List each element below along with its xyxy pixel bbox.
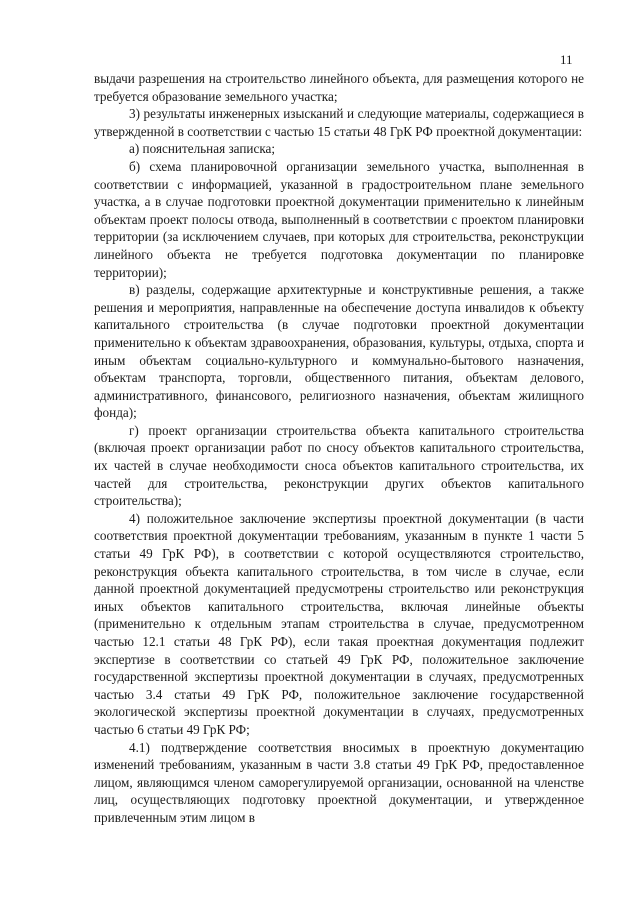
- paragraph-item-4-1: 4.1) подтверждение соответствия вносимых в проектную документацию изменений требованиям, указанным в части 3.8 статьи 49 ГрК РФ, предоставленное лицом, являющимся членом саморегулируемой организации, основанной на членстве лиц, осуществляющих подготовку проектной документации, и утвержденное привлеченным этим лицом в: [94, 739, 584, 825]
- paragraph-item-3b: б) схема планировочной организации земельного участка, выполненная в соответствии с информацией, указанной в градостроительном плане земельного участка, а в случае подготовки проектной документации применительно к линейным объектам проект полосы отвода, выполненный в соответствии с проектом планировки территории (за исключением случаев, при которых для строительства, реконструкции линейного объекта не требуется подготовка документации по планировке территории);: [94, 158, 584, 280]
- document-body: [94, 70, 584, 827]
- paragraph-item-4: 4) положительное заключение экспертизы проектной документации (в части соответствия проектной документации требованиям, указанным в пункте 1 части 5 статьи 49 ГрК РФ), в соответствии с которой осуществляются строительство, реконструкция объекта капитального строительства, в том числе в случае, если данной проектной документацией предусмотрены строительство или реконструкция иных объектов капитального строительства, включая линейные объекты (применительно к отдельным этапам строительства в случае, предусмотренном частью 12.1 статьи 48 ГрК РФ), если такая проектная документация подлежит экспертизе в соответствии со статьей 49 ГрК РФ, положительное заключение государственной экспертизы проектной документации в случаях, предусмотренных частью 3.4 статьи 49 ГрК РФ, положительное заключение государственной экологической экспертизы проектной документации в случаях, предусмотренных частью 6 статьи 49 ГрК РФ;: [94, 510, 584, 737]
- paragraph-item-3g: г) проект организации строительства объекта капитального строительства (включая проект организации работ по сносу объектов капитального строительства, их частей в случае необходимости сноса объектов капитального строительства, их частей для строительства, реконструкции других объектов капитального строительства);: [94, 422, 584, 509]
- paragraph-item-3v: в) разделы, содержащие архитектурные и конструктивные решения, а также решения и мероприятия, направленные на обеспечение доступа инвалидов к объекту капитального строительства (в случае подготовки проектной документации применительно к объектам здравоохранения, образования, культуры, отдыха, спорта и иным объектам социально-культурного и коммунально-бытового назначения, объектам транспорта, торговли, общественного питания, объектам делового, административного, финансового, религиозного назначения, объектам жилищного фонда);: [94, 282, 584, 421]
- paragraph-item-3a: а) пояснительная записка;: [129, 141, 276, 157]
- paragraph-continuation: выдачи разрешения на строительство линейного объекта, для размещения которого не требуется образование земельного участка;: [94, 71, 584, 104]
- paragraph-item-3: 3) результаты инженерных изысканий и следующие материалы, содержащиеся в утвержденной в соответствии с частью 15 статьи 48 ГрК РФ проектной документации:: [94, 106, 584, 139]
- page-number: 11: [560, 52, 573, 67]
